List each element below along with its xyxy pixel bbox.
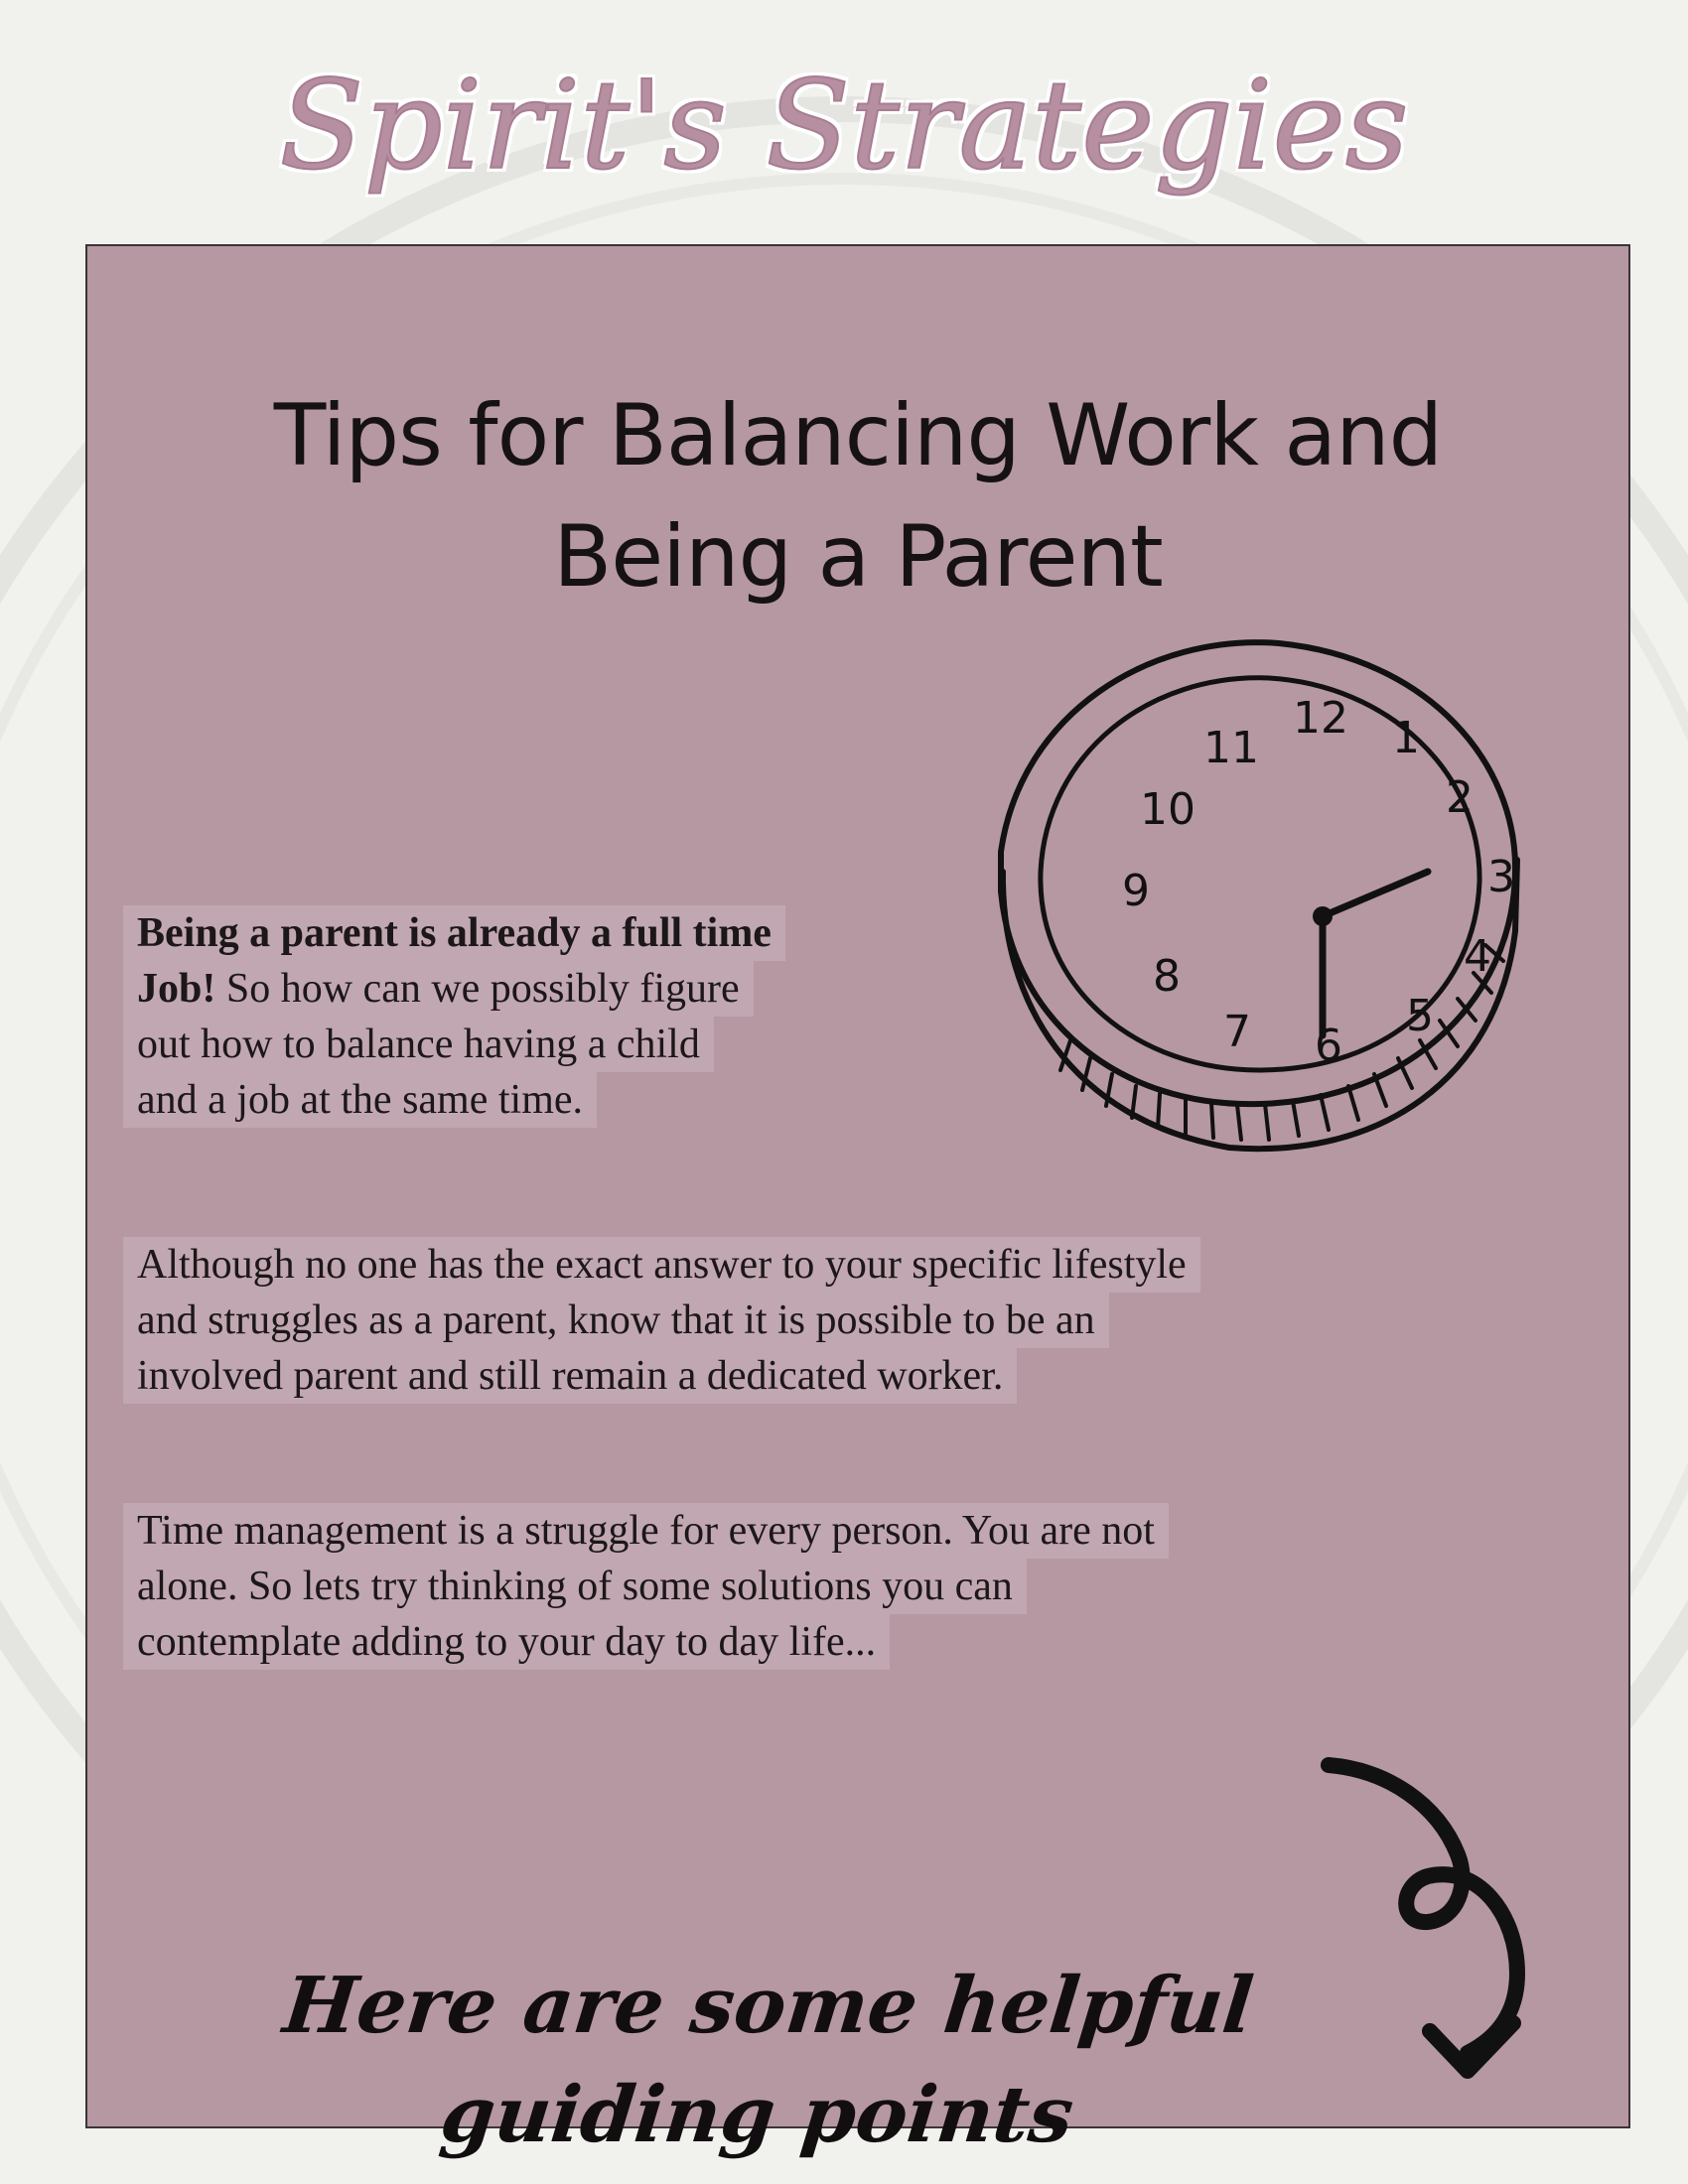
time-management-paragraph xyxy=(123,1503,1169,1670)
reassurance-paragraph xyxy=(123,1237,1200,1404)
reassurance-line-3: involved parent and still remain a dedicated worker. xyxy=(123,1348,1017,1404)
clock-numeral-9: 9 xyxy=(1122,866,1150,916)
closing-text: Here are some helpful guiding points xyxy=(279,1961,1258,2160)
clock-numeral-6: 6 xyxy=(1315,1021,1342,1071)
page-title-line-2: Being a Parent xyxy=(553,507,1163,607)
clock-numeral-10: 10 xyxy=(1140,784,1196,835)
clock-numeral-5: 5 xyxy=(1406,991,1434,1041)
brand-title: Spirit's Strategies xyxy=(279,55,1409,198)
clock-numeral-8: 8 xyxy=(1153,951,1181,1002)
time-line-2: alone. So lets try thinking of some solutions you can xyxy=(123,1559,1027,1614)
intro-line-4: and a job at the same time. xyxy=(123,1072,597,1128)
time-line-3: contemplate adding to your day to day life... xyxy=(123,1614,890,1670)
clock-numeral-4: 4 xyxy=(1464,931,1491,982)
clock-numeral-1: 1 xyxy=(1392,713,1420,763)
clock-numeral-12: 12 xyxy=(1293,693,1348,744)
clock-numeral-3: 3 xyxy=(1487,852,1515,902)
reassurance-line-1: Although no one has the exact answer to your specific lifestyle xyxy=(123,1237,1200,1293)
curly-arrow-icon xyxy=(1319,1755,1557,2093)
intro-line-2: So how can we possibly figure xyxy=(215,966,740,1012)
time-line-1: Time management is a struggle for every person. You are not xyxy=(123,1503,1169,1559)
clock-illustration xyxy=(961,604,1537,1179)
page-title xyxy=(87,375,1628,617)
clock-numeral-11: 11 xyxy=(1203,723,1259,773)
clock-numeral-7: 7 xyxy=(1223,1007,1251,1057)
reassurance-line-2: and struggles as a parent, know that it is possible to be an xyxy=(123,1293,1109,1348)
intro-paragraph xyxy=(123,905,785,1128)
intro-bold-2: Job! xyxy=(137,966,216,1012)
intro-bold-1: Being a parent is already a full time xyxy=(137,910,772,956)
clock-numeral-2: 2 xyxy=(1446,772,1474,823)
intro-line-3: out how to balance having a child xyxy=(123,1017,714,1072)
page-title-line-1: Tips for Balancing Work and xyxy=(273,386,1443,485)
content-panel xyxy=(85,244,1630,2160)
